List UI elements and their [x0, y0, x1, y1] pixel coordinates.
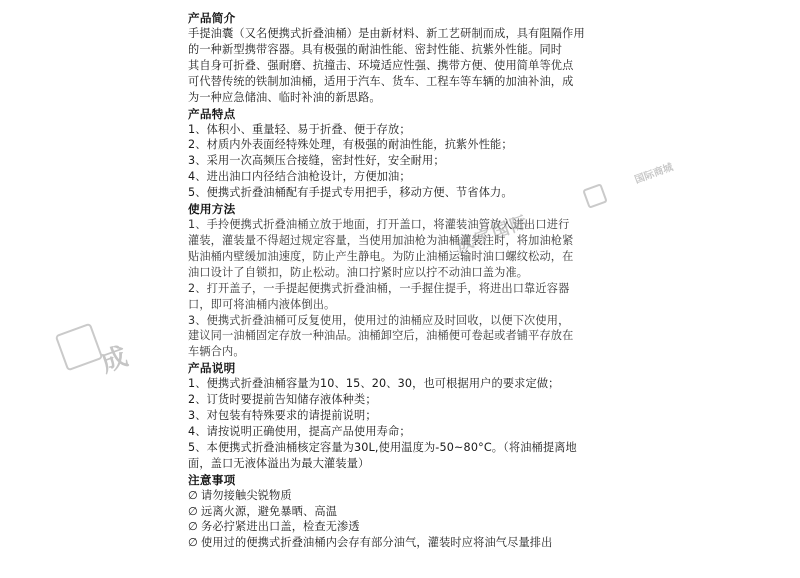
description-item: 5、本便携式折叠油桶核定容量为30L,使用温度为-50~80°C。（将油桶提离地 [188, 440, 577, 454]
notes-heading: 注意事项 [188, 472, 236, 487]
description-section [188, 360, 640, 471]
notes-section [188, 472, 640, 552]
watermark-logo-icon [55, 323, 104, 372]
note-text: 请勿接触尖锐物质 [201, 488, 292, 502]
feature-item: 1、体积小、重量轻、易于折叠、便于存放； [188, 122, 411, 136]
prohibit-icon: ∅ [188, 488, 198, 502]
method-line: 车辆合内。 [188, 345, 245, 359]
description-item: 面，盖口无液体溢出为最大灌装量） [188, 456, 370, 470]
intro-heading: 产品简介 [188, 11, 236, 25]
method-line: 贴油桶内壁缓加油速度，防止产生静电。为防止油桶运输时油口螺纹松动，在 [188, 249, 574, 263]
note-item [188, 535, 640, 551]
note-item [188, 519, 640, 535]
feature-item: 5、便携式折叠油桶配有手提式专用把手，移动方便、节省体力。 [188, 186, 513, 200]
note-text: 使用过的便携式折叠油桶内会存有部分油气，灌装时应将油气尽量排出 [201, 536, 553, 550]
watermark-right: 成宇国际 [453, 211, 532, 257]
method-line: 建议同一油桶固定存放一种油品。油桶卸空后，油桶便可卷起或者铺平存放在 [188, 329, 574, 343]
method-line: 灌装，灌装量不得超过规定容量，当使用加油枪为油桶灌装注时，将加油枪紧 [188, 233, 574, 247]
prohibit-icon: ∅ [188, 504, 198, 518]
method-line: 口，即可将油桶内液体倒出。 [188, 297, 336, 311]
method-line: 油口设计了自锁扣，防止松动。油口拧紧时应以拧不动油口盖为准。 [188, 265, 529, 279]
intro-section [188, 10, 640, 106]
feature-item: 4、进出油口内径结合油枪设计，方便加油； [188, 170, 411, 184]
note-item [188, 504, 640, 520]
features-section [188, 106, 640, 202]
description-heading: 产品说明 [188, 361, 236, 376]
method-heading: 使用方法 [188, 202, 236, 217]
document-page [188, 10, 640, 551]
prohibit-icon: ∅ [188, 536, 198, 550]
method-line: 3、便携式折叠油桶可反复使用，使用过的油桶应及时回收，以便下次使用， [188, 313, 570, 327]
intro-line: 的一种新型携带容器。具有极强的耐油性能、密封性能、抗紫外性能。同时 [188, 42, 563, 56]
intro-line: 为一种应急储油、临时补油的新思路。 [188, 90, 381, 104]
note-text: 远离火源，避免暴晒、高温 [201, 504, 338, 518]
method-line: 2、打开盖子，一手提起便携式折叠油桶，一手握住提手，将进出口靠近容器 [188, 281, 570, 295]
note-item [188, 488, 640, 504]
intro-line: 手提油囊（又名便携式折叠油桶）是由新材料、新工艺研制而成，具有阻隔作用 [188, 27, 585, 40]
watermark-left: 成 [97, 340, 135, 379]
description-item: 1、便携式折叠油桶容量为10、15、20、30，也可根据用户的要求定做； [188, 377, 560, 391]
intro-line: 可代替传统的铁制加油桶，适用于汽车、货车、工程车等车辆的加油补油，成 [188, 74, 574, 88]
method-line: 1、手拎便携式折叠油桶立放于地面，打开盖口，将灌装油管放入进出口进行 [188, 218, 570, 232]
description-item: 4、请按说明正确使用，提高产品使用寿命； [188, 424, 411, 438]
watermark-right-small: 国际商城 [633, 162, 675, 187]
method-section [188, 201, 640, 360]
feature-item: 3、采用一次高频压合接缝，密封性好，安全耐用； [188, 154, 445, 168]
feature-item: 2、材质内外表面经特殊处理，有极强的耐油性能，抗紫外性能； [188, 138, 513, 152]
features-heading: 产品特点 [188, 106, 236, 121]
intro-line: 其自身可折叠、强耐磨、抗撞击、环境适应性强、携带方便、使用简单等优点 [188, 58, 574, 72]
description-item: 2、订货时要提前告知储存液体种类； [188, 393, 377, 407]
note-text: 务必拧紧进出口盖，检查无渗透 [201, 520, 360, 534]
description-item: 3、对包装有特殊要求的请提前说明； [188, 409, 377, 423]
prohibit-icon: ∅ [188, 520, 198, 534]
